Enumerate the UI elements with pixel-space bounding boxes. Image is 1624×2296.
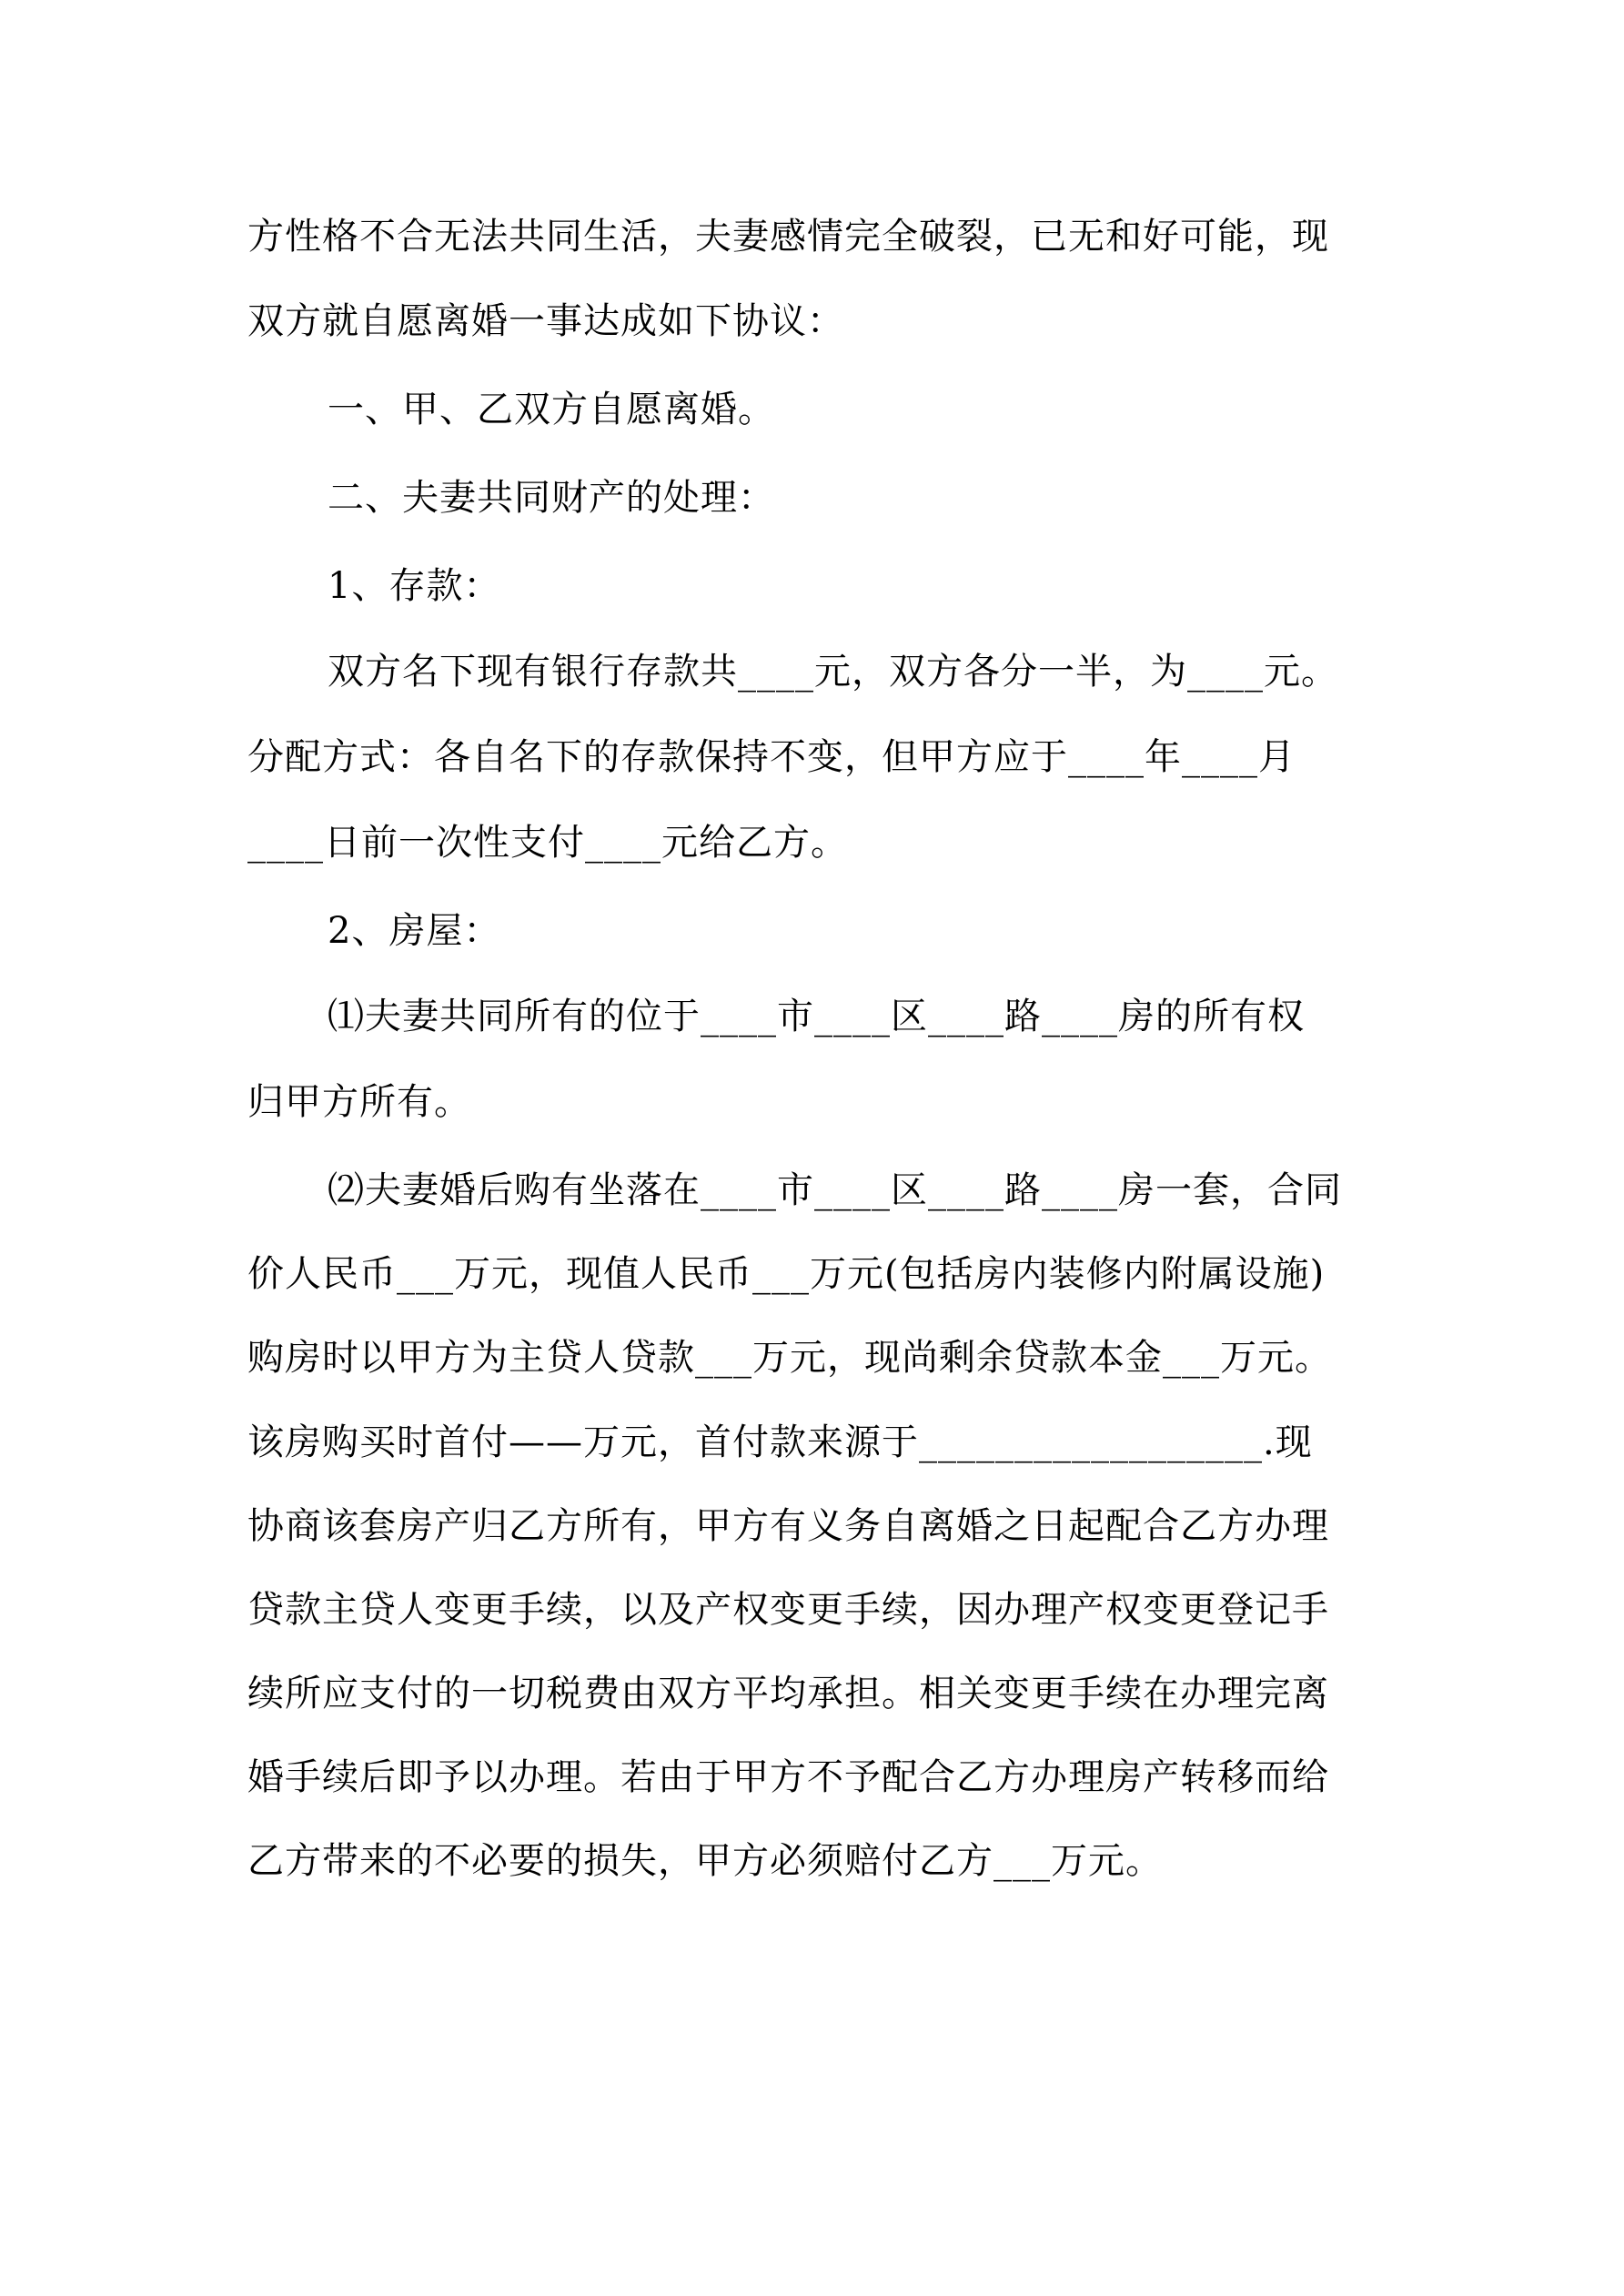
text-line: ⑴夫妻共同所有的位于____市____区____路____房的所有权 (328, 996, 1305, 1037)
clause-heading: 二、夫妻共同财产的处理： (328, 477, 775, 519)
text-line: 双方就自愿离婚一事达成如下协议： (247, 300, 844, 342)
text-line: 双方名下现有银行存款共____元，双方各分一半，为____元。 (328, 651, 1338, 693)
text-line: 分配方式：各自名下的存款保持不变，但甲方应于____年____月 (247, 736, 1296, 778)
text-line: 续所应支付的一切税费由双方平均承担。相关变更手续在办理完离 (247, 1673, 1329, 1714)
text-line: 价人民币___万元，现值人民币___万元(包括房内装修内附属设施) (247, 1253, 1326, 1295)
text-line: ____日前一次性支付____元给乙方。 (247, 822, 848, 864)
clause-heading: 一、甲、乙双方自愿离婚。 (328, 389, 775, 430)
text-line: 购房时以甲方为主贷人贷款___万元，现尚剩余贷款本金___万元。 (247, 1337, 1332, 1379)
text-line: ⑵夫妻婚后购有坐落在____市____区____路____房一套，合同 (328, 1169, 1342, 1211)
text-line: 贷款主贷人变更手续，以及产权变更手续，因办理产权变更登记手 (247, 1589, 1329, 1631)
text-line: 协商该套房产归乙方所有，甲方有义务自离婚之日起配合乙方办理 (247, 1505, 1329, 1547)
text-line: 归甲方所有。 (247, 1081, 471, 1123)
text-line: 该房购买时首付——万元，首付款来源于__________________.现 (247, 1421, 1313, 1463)
subclause-heading: 1、存款： (328, 565, 501, 607)
text-line: 婚手续后即予以办理。若由于甲方不予配合乙方办理房产转移而给 (247, 1756, 1329, 1798)
subclause-heading: 2、房屋： (328, 910, 501, 952)
text-line: 方性格不合无法共同生活，夫妻感情完全破裂，已无和好可能，现 (247, 216, 1329, 258)
text-line: 乙方带来的不必要的损失，甲方必须赔付乙方___万元。 (247, 1840, 1163, 1882)
